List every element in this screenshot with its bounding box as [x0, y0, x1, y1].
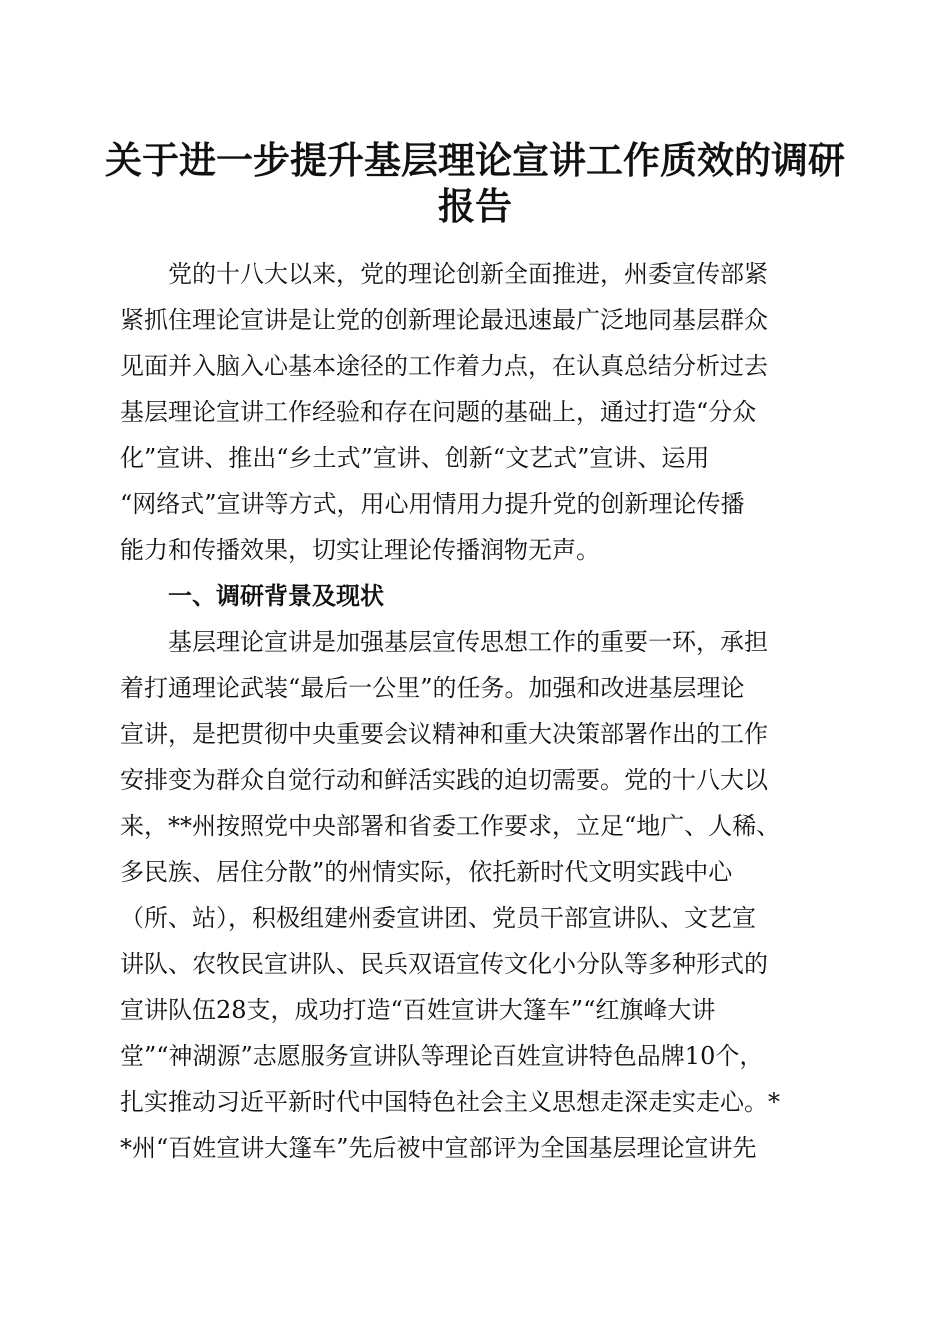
intro-paragraph-line: 能力和传播效果，切实让理论传播润物无声。: [120, 536, 600, 564]
document-title-line-2: 报告: [438, 184, 512, 228]
intro-paragraph-line: 化”宣讲、推出“乡土式”宣讲、创新“文艺式”宣讲、运用: [120, 444, 710, 472]
section-paragraph-line: *州“百姓宣讲大篷车”先后被中宣部评为全国基层理论宣讲先: [120, 1134, 757, 1162]
section-paragraph-line: 讲队、农牧民宣讲队、民兵双语宣传文化小分队等多种形式的: [120, 950, 768, 978]
section-paragraph-line: 堂”“神湖源”志愿服务宣讲队等理论百姓宣讲特色品牌10个，: [120, 1042, 764, 1070]
intro-paragraph-line: 基层理论宣讲工作经验和存在问题的基础上，通过打造“分众: [120, 398, 757, 426]
section-paragraph-line: 扎实推动习近平新时代中国特色社会主义思想走深走实走心。*: [120, 1088, 780, 1116]
section-paragraph-line: 着打通理论武装“最后一公里”的任务。加强和改进基层理论: [120, 674, 745, 702]
section-paragraph-line: 基层理论宣讲是加强基层宣传思想工作的重要一环，承担: [168, 628, 768, 656]
intro-paragraph-line: “网络式”宣讲等方式，用心用情用力提升党的创新理论传播: [120, 490, 745, 518]
section-paragraph-line: 安排变为群众自觉行动和鲜活实践的迫切需要。党的十八大以: [120, 766, 768, 794]
intro-paragraph-line: 党的十八大以来，党的理论创新全面推进，州委宣传部紧: [168, 260, 768, 288]
section-paragraph-line: （所、站），积极组建州委宣讲团、党员干部宣讲队、文艺宣: [120, 904, 756, 932]
section-paragraph-line: 来，**州按照党中央部署和省委工作要求，立足“地广、人稀、: [120, 812, 781, 840]
document-title-line-1: 关于进一步提升基层理论宣讲工作质效的调研: [105, 138, 845, 182]
section-paragraph-line: 宣讲，是把贯彻中央重要会议精神和重大决策部署作出的工作: [120, 720, 768, 748]
section-paragraph-line: 宣讲队伍28支，成功打造“百姓宣讲大篷车”“红旗峰大讲: [120, 996, 716, 1024]
intro-paragraph-line: 紧抓住理论宣讲是让党的创新理论最迅速最广泛地同基层群众: [120, 306, 768, 334]
section-paragraph-line: 多民族、居住分散”的州情实际，依托新时代文明实践中心: [120, 858, 733, 886]
section-heading: 一、调研背景及现状: [168, 582, 384, 610]
intro-paragraph-line: 见面并入脑入心基本途径的工作着力点，在认真总结分析过去: [120, 352, 768, 380]
